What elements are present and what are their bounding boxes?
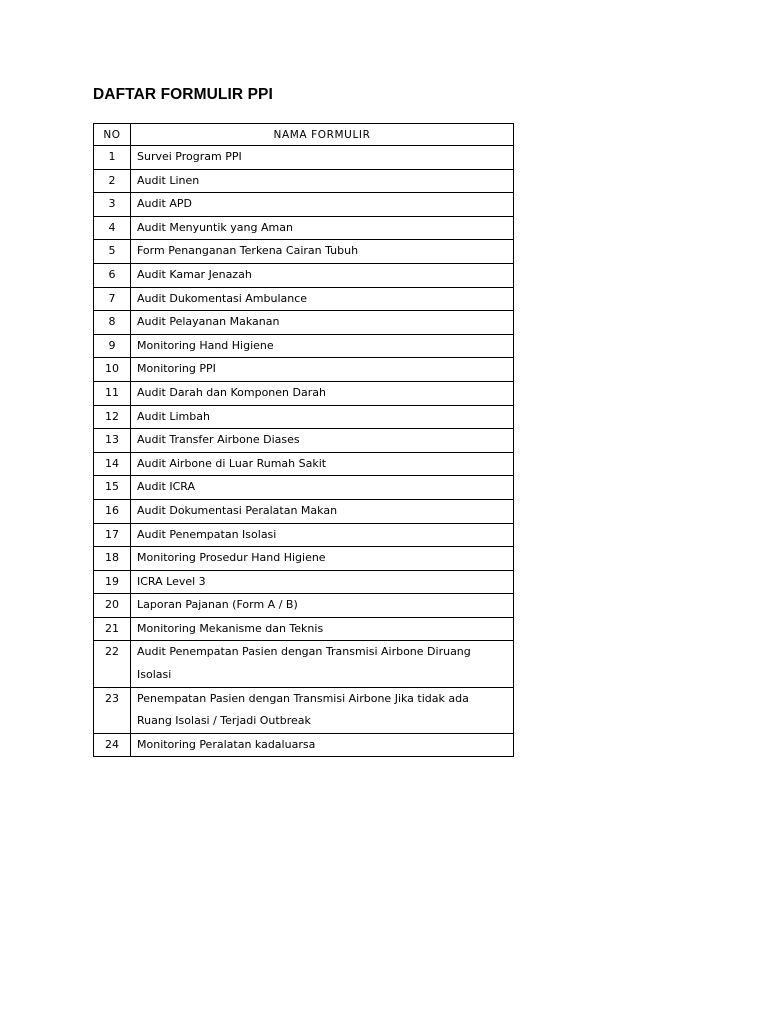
row-number: 3: [94, 193, 131, 217]
form-name-cell: [131, 169, 514, 193]
row-number: 2: [94, 169, 131, 193]
form-name-cell: [131, 405, 514, 429]
page-title: DAFTAR FORMULIR PPI: [93, 86, 273, 103]
table-row: [94, 499, 514, 523]
form-name-cell: [131, 547, 514, 571]
form-name-cell: [131, 594, 514, 618]
form-name-cell: [131, 476, 514, 500]
form-name-cell: [131, 358, 514, 382]
row-number: 8: [94, 311, 131, 335]
row-number: 10: [94, 358, 131, 382]
row-number: 24: [94, 733, 131, 757]
form-name-cell: [131, 499, 514, 523]
table-row: [94, 405, 514, 429]
row-number: 6: [94, 263, 131, 287]
form-name: Audit Dukomentasi Ambulance: [137, 291, 308, 305]
table-row: [94, 193, 514, 217]
form-name-cell: [131, 617, 514, 641]
form-name-cell: [131, 287, 514, 311]
form-name: Monitoring Peralatan kadaluarsa: [137, 737, 316, 751]
form-name-cell: [131, 193, 514, 217]
table-row: [94, 570, 514, 594]
row-number: 14: [94, 452, 131, 476]
table-row: [94, 476, 514, 500]
table-row: [94, 216, 514, 240]
form-name-cell: [131, 523, 514, 547]
form-name-cell: [131, 733, 514, 757]
form-name: Audit Darah dan Komponen Darah: [137, 385, 326, 399]
table-row: [94, 547, 514, 571]
form-name-cell: [131, 641, 514, 687]
form-name: Audit APD: [137, 197, 192, 211]
table-row: [94, 594, 514, 618]
form-name: Monitoring Mekanisme dan Teknis: [137, 621, 324, 635]
table-row: [94, 687, 514, 733]
row-number: 4: [94, 216, 131, 240]
row-number: 7: [94, 287, 131, 311]
column-header-name: NAMA FORMULIR: [131, 124, 514, 146]
form-name-cell: [131, 263, 514, 287]
table-row: [94, 381, 514, 405]
table-row: [94, 146, 514, 170]
row-number: 5: [94, 240, 131, 264]
form-name: Audit Airbone di Luar Rumah Sakit: [137, 456, 327, 470]
table-row: [94, 240, 514, 264]
form-name-cell: [131, 452, 514, 476]
form-name: Audit Kamar Jenazah: [137, 267, 252, 281]
form-name-cell: [131, 216, 514, 240]
column-header-no: NO: [94, 124, 131, 146]
table-row: [94, 287, 514, 311]
row-number: 15: [94, 476, 131, 500]
row-number: 17: [94, 523, 131, 547]
row-number: 20: [94, 594, 131, 618]
table-body: [94, 146, 514, 757]
table-row: [94, 523, 514, 547]
form-name-cell: [131, 429, 514, 453]
table-row: [94, 452, 514, 476]
form-name: Audit Linen: [137, 173, 200, 187]
table-row: [94, 311, 514, 335]
row-number: 1: [94, 146, 131, 170]
row-number: 18: [94, 547, 131, 571]
form-name: Monitoring PPI: [137, 362, 216, 376]
row-number: 22: [94, 641, 131, 687]
form-name: Audit Pelayanan Makanan: [137, 315, 280, 329]
form-name-cell: [131, 311, 514, 335]
form-name: ICRA Level 3: [137, 574, 206, 588]
form-name-cell: [131, 381, 514, 405]
form-name: Monitoring Hand Higiene: [137, 338, 274, 352]
form-name: Monitoring Prosedur Hand Higiene: [137, 551, 326, 565]
table-row: [94, 641, 514, 687]
row-number: 11: [94, 381, 131, 405]
row-number: 13: [94, 429, 131, 453]
form-name: Survei Program PPI: [137, 150, 242, 163]
form-name: Laporan Pajanan (Form A / B): [137, 598, 298, 612]
table-row: [94, 733, 514, 757]
form-name-cell: [131, 146, 514, 170]
form-name: Penempatan Pasien dengan Transmisi Airbone Jika tidak ada Ruang Isolasi / Terjadi Outbreak: [137, 691, 469, 728]
form-name-cell: [131, 240, 514, 264]
form-name: Audit Transfer Airbone Diases: [137, 433, 300, 447]
form-name: Audit Limbah: [137, 409, 210, 423]
form-name: Audit Menyuntik yang Aman: [137, 220, 293, 234]
form-name: Audit ICRA: [137, 480, 195, 494]
row-number: 12: [94, 405, 131, 429]
table-row: [94, 358, 514, 382]
form-name: Form Penanganan Terkena Cairan Tubuh: [137, 244, 359, 258]
row-number: 9: [94, 334, 131, 358]
row-number: 16: [94, 499, 131, 523]
row-number: 21: [94, 617, 131, 641]
form-name: Audit Dokumentasi Peralatan Makan: [137, 503, 338, 517]
table-row: [94, 429, 514, 453]
form-list-table: [93, 123, 514, 757]
row-number: 19: [94, 570, 131, 594]
table-row: [94, 169, 514, 193]
form-name-cell: [131, 570, 514, 594]
row-number: 23: [94, 687, 131, 733]
table-row: [94, 263, 514, 287]
form-name: Audit Penempatan Isolasi: [137, 527, 277, 541]
form-name-cell: [131, 687, 514, 733]
form-name: Audit Penempatan Pasien dengan Transmisi Airbone Diruang Isolasi: [137, 645, 471, 682]
form-name-cell: [131, 334, 514, 358]
table-header-row: [94, 124, 514, 146]
table-row: [94, 334, 514, 358]
table-row: [94, 617, 514, 641]
